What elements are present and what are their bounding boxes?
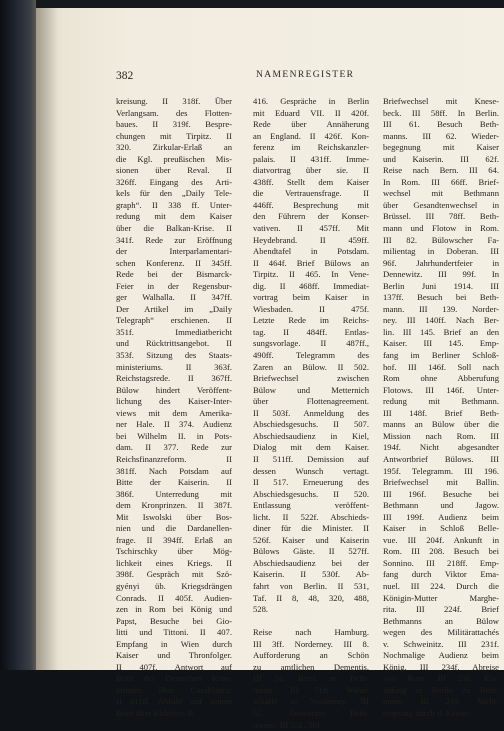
index-line: dig. II 468ff. Immediat-	[253, 280, 369, 291]
index-line: 446ff. Besprechung mit	[253, 199, 369, 210]
index-line: über Flottenagreement.	[253, 396, 369, 407]
index-line: mit Eduard VII. II 420f.	[253, 107, 369, 118]
index-line: 55. Antworten Beth-	[253, 707, 369, 718]
index-line: 526f. Kaiser und Kaiserin	[253, 534, 369, 545]
index-line: Letzte Rede im Reichs-	[253, 315, 369, 326]
index-line: der Interparlamentari-	[116, 246, 232, 257]
index-line: Tschirschky über Mög-	[116, 546, 232, 557]
index-line: Abendtafel in Potsdam.	[253, 246, 369, 257]
index-line: 326ff. Eingang des Arti-	[116, 176, 232, 187]
index-line: ferenz im Reichskanzler-	[253, 142, 369, 153]
index-line: licht. II 522f. Abschieds-	[253, 511, 369, 522]
index-line: 416. Gespräche in Berlin	[253, 96, 369, 106]
index-line: rita. III 224f. Brief	[383, 604, 499, 615]
index-line: Kaiser in Schloß Belle-	[383, 523, 499, 534]
index-line: manns an Bülow über die	[383, 419, 499, 430]
index-line: Telegraph“ erschienen. II	[116, 315, 232, 326]
index-line: 341f. Rede zur Eröffnung	[116, 234, 232, 245]
index-line: 194f. Nicht abgesandter	[383, 442, 499, 453]
index-line: Bethmann und Jagow.	[383, 500, 499, 511]
index-line: vortrag beim Kaiser in	[253, 292, 369, 303]
index-line: Briefwechsel mit Ballin.	[383, 477, 499, 488]
book-page	[36, 8, 504, 730]
index-line: Reichsfinanzreform. II	[116, 453, 232, 464]
index-line: manns. III 62. Wieder-	[383, 130, 499, 141]
index-line: manns. III 55f., 56f.	[253, 719, 322, 730]
index-line: II 511ff. Demission auf	[253, 453, 369, 464]
index-line: 195f. Telegramm. III 196.	[383, 465, 499, 476]
index-line: empfang durch d. Kaiser.	[383, 707, 470, 718]
index-line: Flotows. III 146f. Unter-	[383, 384, 499, 395]
index-line: Abschiedsaudienz in Kiel,	[253, 430, 369, 441]
index-line: 438ff. Stellt dem Kaiser	[253, 176, 369, 187]
page-header	[36, 70, 504, 84]
index-line: milientag in Doberan. III	[383, 246, 499, 257]
index-line: III 61. Besuch Beth-	[383, 119, 499, 130]
index-line: kreisung. II 318f. Über	[116, 96, 232, 106]
index-column-1	[116, 96, 232, 720]
index-line: Dennewitz. III 99f. In	[383, 269, 499, 280]
index-line: frage. II 394ff. Erlaß an	[116, 534, 232, 545]
index-line: 528.	[253, 604, 269, 615]
index-line: 137ff. Besuch bei Beth-	[383, 292, 499, 303]
index-line: wegen des Militärattachés	[383, 627, 499, 638]
index-line: gyényi üb. Kriegsdrängen	[116, 580, 232, 591]
index-line: mann. III 240. Nicht-	[383, 696, 499, 707]
index-line: views mit dem Amerika-	[116, 407, 232, 418]
index-line: 490ff. Telegramm des	[253, 350, 369, 361]
index-line: sionen über Reval. II	[116, 165, 232, 176]
index-line: 96f. Jahrhundertfeier in	[383, 257, 499, 268]
index-line: ner Hale. II 374. Audienz	[116, 419, 232, 430]
index-line: lichung des Kaiser-Inter-	[116, 396, 232, 407]
index-line: III 82. Bülowscher Fa-	[383, 234, 499, 245]
index-line: Verlangsam. des Flotten-	[116, 107, 232, 118]
index-line: Der Artikel im „Daily	[116, 303, 232, 314]
index-line: den Führern der Konser-	[253, 211, 369, 222]
index-line: lin. III 145. Brief an den	[383, 326, 499, 337]
index-line: Antwortbrief Bülows. III	[383, 453, 499, 464]
index-line: Empfang in Wien durch	[116, 638, 232, 649]
index-line: Papst, Besuche bei Gio-	[116, 615, 232, 626]
index-line: ger Walhalla. II 347ff.	[116, 292, 232, 303]
index-line: Abschiedsgesuchs. II 520.	[253, 488, 369, 499]
index-line: Reise nach Bern. III 64.	[383, 165, 499, 176]
index-line: Feier in der Regensbur-	[116, 280, 232, 291]
index-line: Rom. III 208. Besuch bei	[383, 546, 499, 557]
index-line: v. Schweinitz. III 231f.	[383, 638, 499, 649]
index-line: III 196f. Besuche bei	[383, 488, 499, 499]
index-line: III 3ff. Norderney. III 8.	[253, 638, 369, 649]
index-line: kels für den „Daily Tele-	[116, 188, 232, 199]
index-line: Rede bei der Bismarck-	[116, 269, 232, 280]
index-line: ministeriums. II 363f.	[116, 361, 232, 372]
index-line: nien und die Dardanellen-	[116, 523, 232, 534]
index-line: beck. III 58ff. In Berlin.	[383, 107, 499, 118]
index-line: 320. Zirkular-Erlaß an	[116, 142, 232, 153]
index-line: fang im Berliner Schloß-	[383, 350, 499, 361]
index-line: Brüssel. III 78ff. Beth-	[383, 211, 499, 222]
running-head: NAMENREGISTER	[256, 70, 355, 80]
index-line: von Rom. III 236. Ein-	[383, 673, 499, 684]
index-line: Sonnino. III 218ff. Emp-	[383, 557, 499, 568]
index-line: prinzen über Casablanca.	[116, 684, 232, 695]
index-line: schaffe in Norderney. III	[253, 696, 369, 707]
index-line: hof. III 146f. Soll nach	[383, 361, 499, 372]
index-line: mann und Flotow in Rom.	[383, 223, 499, 234]
index-line: Kaiser und Thronfolger.	[116, 650, 232, 661]
index-line: Reise nach Hamburg.	[253, 627, 369, 638]
index-line: Bethmanns an Bülow	[383, 615, 499, 626]
index-line: diatvortrag über sie. II	[253, 165, 369, 176]
index-line: Bitte der Kaiserin. II	[116, 477, 232, 488]
index-line: Conrads. II 405f. Audien-	[116, 592, 232, 603]
index-line: Wiesbaden. II 475f.	[253, 303, 369, 314]
index-line: Bülow hindert Veröffent-	[116, 384, 232, 395]
index-line: redung mit dem Kaiser	[116, 211, 232, 222]
index-line: Taf. II 8, 48, 320, 488,	[253, 592, 369, 603]
index-columns	[36, 96, 504, 730]
index-line: 351f. Immediatbericht	[116, 326, 232, 337]
index-line: 398f. Gespräch mit Szö-	[116, 569, 232, 580]
index-line: Mission nach Rom. III	[383, 430, 499, 441]
book-cover-edge	[0, 0, 504, 8]
index-line: Briefwechsel zwischen	[253, 373, 369, 384]
index-line: graph“. II 338 ff. Unter-	[116, 199, 232, 210]
index-line: ney. III 140ff. Nach Ber-	[383, 315, 499, 326]
book-binding	[0, 0, 36, 670]
index-line: III 148f. Brief Beth-	[383, 407, 499, 418]
index-line: Briefwechsel mit Knese-	[383, 96, 499, 106]
index-line: II 411ff. Abfuhr auf seinen	[116, 696, 232, 707]
index-line: mann. III 51ff. Wahn-	[253, 684, 369, 695]
index-line: die Kgl. preußischen Mis-	[116, 153, 232, 164]
index-line: die Vertrauensfrage. II	[253, 188, 369, 199]
index-line: fang durch Viktor Ema-	[383, 569, 499, 580]
index-line: In Rom. III 66ff. Brief-	[383, 176, 499, 187]
index-line: tag. II 484ff. Entlas-	[253, 326, 369, 337]
index-line	[253, 616, 369, 628]
index-line: Abschiedsgesuchs. II 507.	[253, 419, 369, 430]
index-line: redung mit Bethmann.	[383, 396, 499, 407]
index-column-3	[383, 96, 499, 720]
index-line: dessen Wunsch vertagt.	[253, 465, 369, 476]
index-line: lichkeit eines Kriegs. II	[116, 557, 232, 568]
index-line: baues. II 319f. Bespre-	[116, 119, 232, 130]
index-line: vativen. II 457ff. Mit	[253, 223, 369, 234]
index-line: 386f. Unterredung mit	[116, 488, 232, 499]
index-line: ladung in Berlin zu Beth-	[383, 684, 499, 695]
index-line: und Kaiserin. III 62f.	[383, 153, 499, 164]
index-line: König. III 234f. Abreise	[383, 661, 499, 672]
index-line: III 51. Brief an Beth-	[253, 673, 369, 684]
index-line: schen Konferenz. II 345ff.	[116, 257, 232, 268]
index-line: an England. II 426f. Kon-	[253, 130, 369, 141]
index-line: Bülow und Metternich	[253, 384, 369, 395]
index-line: über die Balkan-Krise. II	[116, 223, 232, 234]
index-line: Mit Iswolski über Bos-	[116, 511, 232, 522]
index-line: Brief über Kiderlen. II	[116, 707, 194, 718]
index-line: II 464f. Brief Bülows an	[253, 257, 369, 268]
index-line: Dialog mit dem Kaiser.	[253, 442, 369, 453]
index-line: Heydebrand. II 459ff.	[253, 234, 369, 245]
index-line: wechsel mit Bethmann	[383, 188, 499, 199]
index-line: Kaiserin. II 530f. Ab-	[253, 569, 369, 580]
index-column-2	[253, 96, 369, 731]
index-line: Abschiedsaudienz bei der	[253, 557, 369, 568]
index-line: dem Kronprinzen. II 387f.	[116, 500, 232, 511]
index-line: Entlassung veröffent-	[253, 500, 369, 511]
index-line: palais. II 431ff. Imme-	[253, 153, 369, 164]
index-line: II 407f. Antwort auf	[116, 661, 232, 672]
index-line: fahrt von Berlin. II 531,	[253, 580, 369, 591]
index-line: III 199f. Audienz beim	[383, 511, 499, 522]
index-line: 353f. Sitzung des Staats-	[116, 350, 232, 361]
index-line: zen in Rom bei König und	[116, 604, 232, 615]
index-line: 381ff. Nach Potsdam auf	[116, 465, 232, 476]
index-line: chungen mit Tirpitz. II	[116, 130, 232, 141]
index-line: Bülows Gäste. II 527ff.	[253, 546, 369, 557]
index-line: dam. II 377. Rede zur	[116, 442, 232, 453]
index-line: sungsvorlage. II 487ff.,	[253, 338, 369, 349]
index-line: II 503f. Anmeldung des	[253, 407, 369, 418]
index-line: vue. III 204f. Ankunft in	[383, 534, 499, 545]
index-line: Kaiser. III 145. Emp-	[383, 338, 499, 349]
index-line: Königin-Mutter Marghe-	[383, 592, 499, 603]
index-line: bei Wilhelm II. in Pots-	[116, 430, 232, 441]
index-line: Berlin Juni 1914. III	[383, 280, 499, 291]
index-line: Zaren an Bülow. II 502.	[253, 361, 369, 372]
page-number: 382	[116, 70, 134, 82]
index-line: und Rücktrittsangebot. II	[116, 338, 232, 349]
index-line: Brief des Deutschen Kron-	[116, 673, 232, 684]
index-line: Rede über Annäherung	[253, 119, 369, 130]
index-line: II 517. Erneuerung des	[253, 477, 369, 488]
index-line: begegnung mit Kaiser	[383, 142, 499, 153]
index-line: Reichstagsrede. II 367ff.	[116, 373, 232, 384]
index-line: Nochmalige Audienz beim	[383, 650, 499, 661]
index-line: Tirpitz. II 465. In Vene-	[253, 269, 369, 280]
index-line: mann. III 139. Norder-	[383, 303, 499, 314]
index-line: über Gesandtenwechsel in	[383, 199, 499, 210]
index-line: Rom ohne Abberufung	[383, 373, 499, 384]
index-line: litti und Tittoni. II 407.	[116, 627, 232, 638]
index-line: zu amtlichen Dementis.	[253, 661, 369, 672]
index-line: Aufforderung an Schön	[253, 650, 369, 661]
index-line: nuel. III 224. Durch die	[383, 580, 499, 591]
index-line: diner für die Minister. II	[253, 523, 369, 534]
